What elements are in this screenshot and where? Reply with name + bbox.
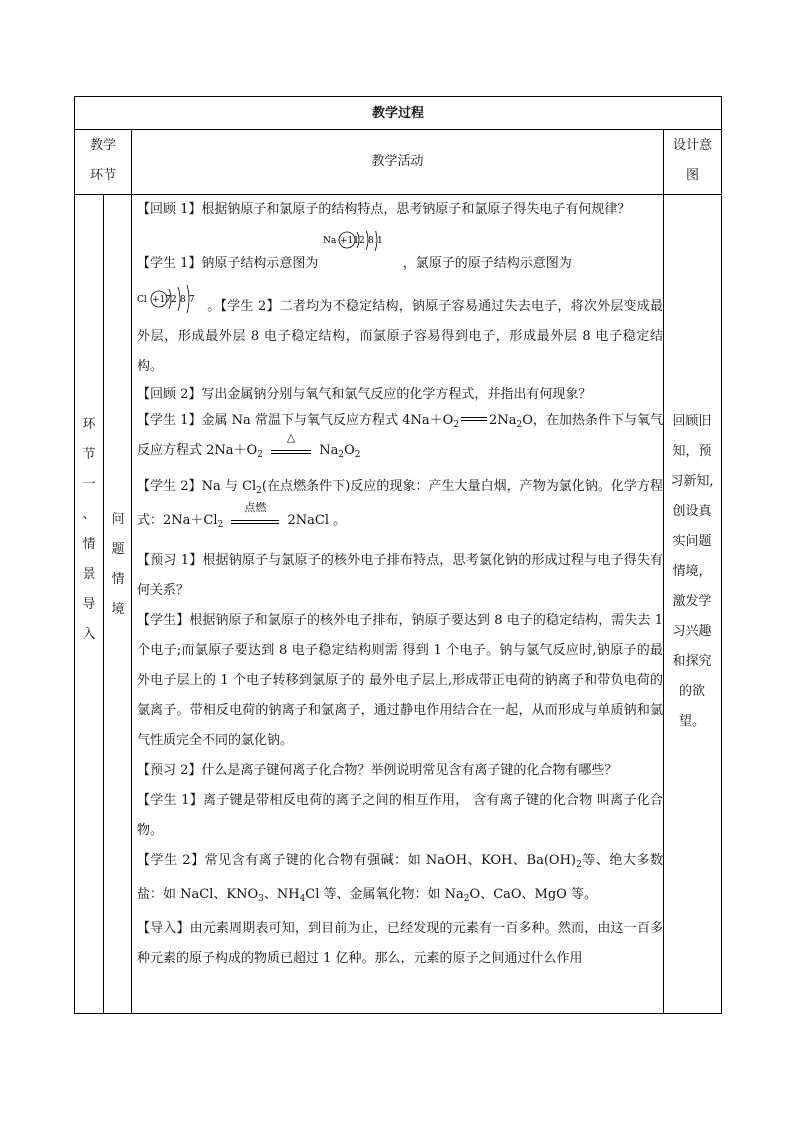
eq-text: 、NH	[263, 887, 300, 902]
cl-symbol: Cl	[137, 295, 147, 305]
design-line: 习新知,	[670, 474, 714, 489]
subscript: 2	[354, 450, 361, 460]
activity-header: 教学活动	[371, 154, 424, 169]
eq-text: 【学生 2】Na 与 Cl	[137, 479, 257, 494]
sodium-atom-diagram	[323, 231, 399, 273]
stage-char: 入	[82, 627, 96, 642]
cl-shell-2: 8	[180, 295, 186, 305]
stage-char: 、	[82, 507, 96, 522]
eq-text: O，在加热条件下与氧气反应方程式 2Na＋O	[137, 413, 663, 458]
na-shell-3: 1	[376, 236, 383, 246]
equals-sign	[461, 417, 487, 421]
subscript: 3	[258, 894, 264, 904]
ignite-label: 点燃	[244, 501, 267, 514]
chlorine-atom-diagram	[137, 280, 207, 316]
eq-text: 2NaCl 。	[287, 513, 347, 528]
design-line: 知，预	[672, 444, 712, 459]
section-header	[75, 131, 131, 191]
substage-char: 情	[111, 572, 125, 587]
design-intent	[667, 407, 717, 737]
design-line: 的欲望。	[678, 684, 705, 729]
design-line: 和探究	[672, 654, 712, 669]
eq-text: Cl 等、金属氧化物：如 Na	[305, 887, 464, 902]
na-symbol: Na	[322, 236, 336, 246]
na-nucleus-charge: +11	[339, 236, 359, 246]
eq-text: 【学生 2】常见含有离子键的化合物有强碱：如 NaOH、KOH、Ba(OH)	[137, 853, 577, 868]
preview-1: 【预习 1】根据钠原子与氯原子的核外电子排布特点，思考氯化钠的形成过程与电子得失有何关系？	[137, 553, 663, 598]
design-line: 习兴趣	[672, 624, 712, 639]
section-header-line1: 教学	[89, 138, 116, 153]
subscript: 2	[217, 520, 224, 530]
introduction: 【导入】由元素周期表可知，到目前为止，已经发现的元素有一百多种。然而，由这一百多种元素的原子构成的物质已超过 1 亿种。那么，元素的原子之间通过什么作用	[137, 921, 663, 966]
eq-text: 2Na	[489, 413, 517, 428]
subscript: 2	[257, 450, 263, 460]
subscript: 2	[453, 420, 460, 430]
heat-symbol: △	[286, 431, 296, 444]
design-line: 回顾旧	[672, 414, 712, 429]
teaching-process-table	[74, 96, 722, 1014]
cl-nucleus-charge: +17	[152, 295, 171, 305]
stage-char: 一	[82, 477, 96, 492]
design-line: 激发学	[672, 594, 712, 609]
substage-char: 题	[111, 542, 125, 557]
stage-char: 景	[82, 567, 96, 582]
subscript: 2	[576, 860, 582, 870]
ignite-arrow	[231, 501, 279, 524]
design-header-line1: 设计意	[672, 138, 712, 153]
student-1-equations	[137, 408, 663, 468]
design-header-line2: 图	[685, 168, 699, 183]
stage-label	[79, 410, 99, 650]
substage-char: 境	[111, 602, 125, 617]
eq-text: O	[344, 443, 355, 458]
review-2: 【回顾 2】写出金属钠分别与氧气和氯气反应的化学方程式，并指出有何现象？	[137, 387, 592, 402]
design-line: 创设真	[672, 504, 712, 519]
substage-label	[108, 505, 128, 625]
design-line: 实问题	[672, 534, 712, 549]
na-shell-1: 2	[358, 236, 365, 246]
cl-shell-1: 2	[171, 295, 177, 305]
design-line: 情境，	[672, 564, 712, 579]
review-1: 【回顾 1】根据钠原子和氯原子的结构特点，思考钠原子和氯原子得失电子有何规律？	[137, 202, 631, 217]
eq-text: O、CaO、MgO 等。	[469, 887, 597, 902]
student-1-answer	[137, 231, 663, 278]
heat-arrow	[271, 431, 311, 454]
subscript: 2	[463, 894, 470, 904]
subscript: 2	[256, 486, 262, 496]
subscript: 4	[299, 894, 306, 904]
table-title: 教学过程	[371, 106, 424, 121]
stage-char: 环	[82, 417, 96, 432]
cl-shell-3: 7	[189, 295, 195, 305]
eq-text: 【学生 1】金属 Na 常温下与氧气反应方程式 4Na＋O	[137, 413, 454, 428]
subscript: 2	[338, 450, 345, 460]
design-header	[664, 131, 721, 191]
student-1-text: 【学生 1】钠原子结构示意图为	[137, 256, 319, 271]
eq-text: (在点燃条件下)反应的现象：产生大量白烟，产物为氯化钠。化学方程式：2Na＋Cl	[137, 479, 663, 528]
student-2-text: 。【学生 2】二者均为不稳定结构，钠原子容易通过失去电子，将次外层变成最外层，形成最外层 8 电子稳定结构，而氯原子容易得到电子，形成最外层 8 电子稳定结构。	[137, 299, 663, 374]
stage-char: 节	[82, 447, 96, 462]
preview-2: 【预习 2】什么是离子键何离子化合物？举例说明常见含有离子键的化合物有哪些？	[137, 763, 618, 778]
student-2-reaction	[137, 472, 663, 540]
student-2-examples	[137, 846, 663, 914]
stage-char: 情	[82, 537, 96, 552]
eq-text: Na	[319, 443, 339, 458]
activity-content	[137, 195, 663, 974]
student-preview-1: 【学生】根据钠原子和氯原子的核外电子排布，钠原子要达到 8 电子的稳定结构，需失去 1 个电子;而氯原子要达到 8 电子稳定结构则需 得到 1 个电子。钠与氯气反应时,钠原子的最外电子层上的 1 个电子转移到氯原子的 最外电子层上,形成带正电荷的钠离子和带负电荷的氯离子。带相反电荷的钠离子和氯离子，通过静电作用结合在一起，从而形成与单质钠和氯气性质完全不同的氯化钠。	[137, 613, 663, 748]
subscript: 2	[516, 420, 523, 430]
student-2-answer	[137, 280, 663, 382]
stage-char: 导	[82, 597, 96, 612]
section-header-line2: 环节	[89, 168, 116, 183]
na-shell-2: 8	[367, 236, 374, 246]
student-1-text-2: ，氯原子的原子结构示意图为	[402, 256, 572, 271]
eq-text: 等、绝大多数盐：如 NaCl、KNO	[137, 853, 663, 902]
student-1-ionic-bond: 【学生 1】离子键是带相反电荷的离子之间的相互作用， 含有离子键的化合物 叫离子化合物。	[137, 793, 663, 838]
substage-char: 问	[111, 512, 125, 527]
